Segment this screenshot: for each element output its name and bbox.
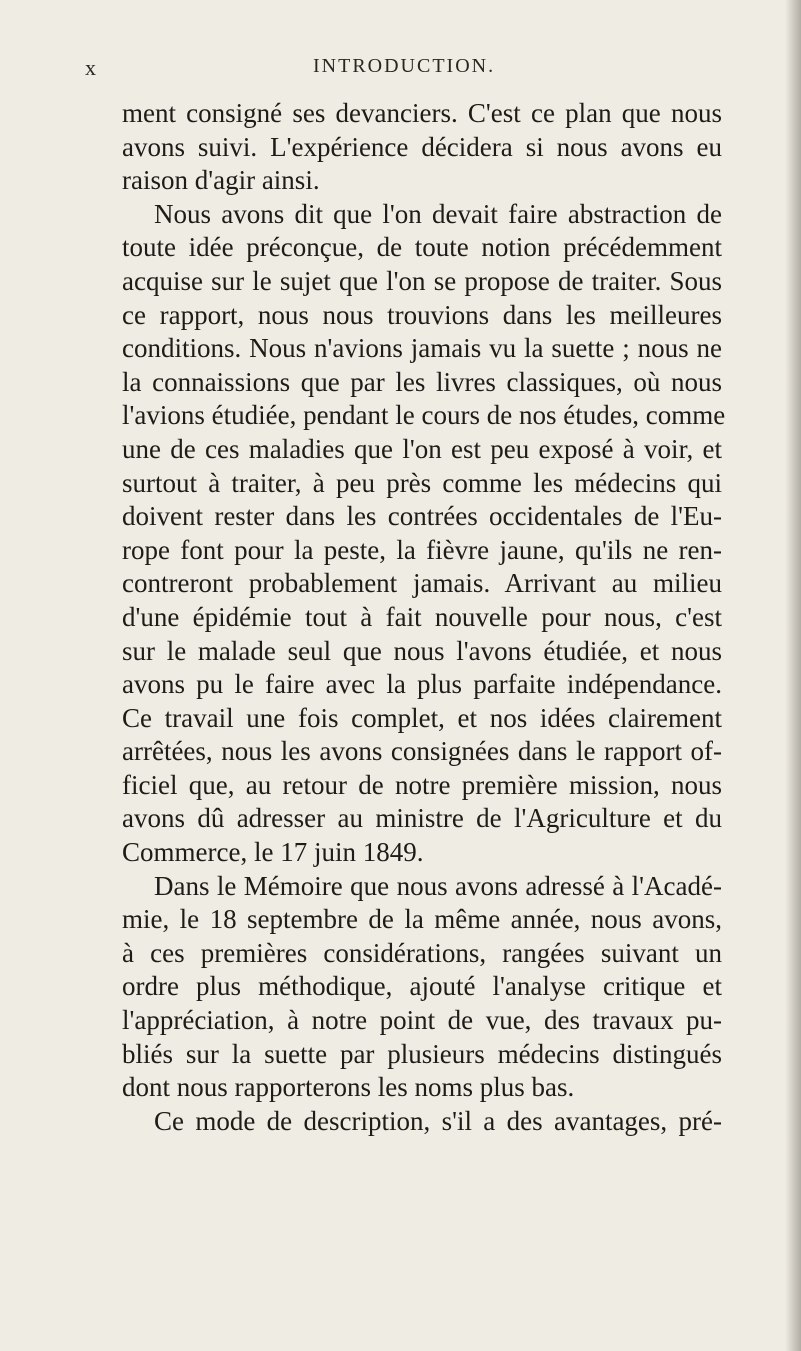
- text-line: ordre plus méthodique, ajouté l'analyse critique et: [122, 971, 722, 1002]
- body-text: [122, 97, 726, 1138]
- text-line: ficiel que, au retour de notre première mission, nous: [122, 769, 722, 800]
- text-line: avons pu le faire avec la plus parfaite indépendance.: [122, 669, 722, 700]
- text-line: mie, le 18 septembre de la même année, nous avons,: [122, 904, 722, 935]
- text-line: toute idée préconçue, de toute notion précédemment: [122, 232, 722, 263]
- text-line: la connaissions que par les livres classiques, où nous: [122, 366, 722, 397]
- text-line: contreront probablement jamais. Arrivant au milieu: [122, 568, 722, 599]
- text-line: ment consigné ses devanciers. C'est ce plan que nous: [122, 98, 722, 128]
- text-line: l'appréciation, à notre point de vue, des travaux pu-: [122, 1005, 722, 1036]
- text-line: Nous avons dit que l'on devait faire abstraction de: [154, 198, 722, 229]
- running-header: [85, 55, 725, 85]
- text-line: surtout à traiter, à peu près comme les médecins qui: [122, 467, 722, 498]
- text-line: rope font pour la peste, la fièvre jaune, qu'ils ne ren-: [122, 534, 722, 565]
- text-line: Dans le Mémoire que nous avons adressé à l'Acadé-: [154, 870, 722, 901]
- text-line: conditions. Nous n'avions jamais vu la suette ; nous ne: [122, 333, 722, 364]
- page-edge-shadow: [785, 0, 801, 1351]
- text-line: avons dû adresser au ministre de l'Agriculture et du: [122, 803, 722, 834]
- text-line: ce rapport, nous nous trouvions dans les meilleures: [122, 299, 722, 330]
- text-line: l'avions étudiée, pendant le cours de nos études, comme: [122, 400, 726, 431]
- text-line: Ce mode de description, s'il a des avantages, pré-: [154, 1105, 722, 1136]
- text-line: Commerce, le 17 juin 1849.: [122, 837, 424, 868]
- text-line: une de ces maladies que l'on est peu exposé à voir, et: [122, 433, 722, 464]
- running-title: INTRODUCTION.: [313, 55, 496, 77]
- text-line: d'une épidémie tout à fait nouvelle pour nous, c'est: [122, 601, 722, 632]
- text-line: avons suivi. L'expérience décidera si nous avons eu: [122, 131, 722, 162]
- text-line: acquise sur le sujet que l'on se propose de traiter. Sous: [122, 265, 722, 296]
- text-line: Ce travail une fois complet, et nos idées clairement: [122, 702, 722, 733]
- text-line: dont nous rapporterons les noms plus bas.: [122, 1072, 575, 1103]
- text-line: bliés sur la suette par plusieurs médecins distingués: [122, 1038, 722, 1069]
- text-line: à ces premières considérations, rangées suivant un: [122, 937, 722, 968]
- text-line: doivent rester dans les contrées occidentales de l'Eu-: [122, 501, 722, 532]
- text-line: arrêtées, nous les avons consignées dans le rapport of-: [122, 736, 722, 767]
- text-line: sur le malade seul que nous l'avons étudiée, et nous: [122, 635, 722, 666]
- page-number: x: [85, 55, 97, 80]
- text-line: raison d'agir ainsi.: [122, 165, 320, 196]
